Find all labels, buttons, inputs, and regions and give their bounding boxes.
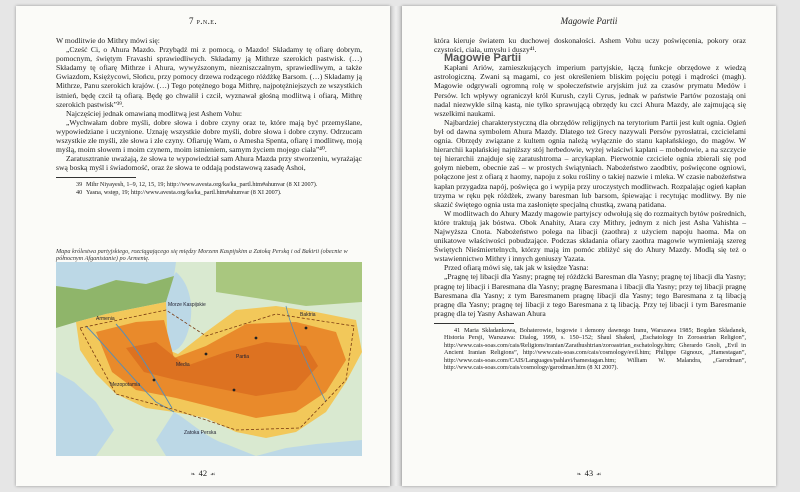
- paragraph: „Pragnę tej libacji dla Yasny; pragnę tej różdżcki Baresman dla Yasny; pragnę tej libacji dla Yasny; pragnę tej libacji i Baresmana dla Yasny; pragnę Baresmana i libacji dla Yasny; przy tej libacji pragnę Baresmana dla Yasny; z tym Baresmanem pragnę libacji dla Yasny; tego Baresmana z tą libacją pragnę dla Yasny; pragnę tej libacji z tego Baresmana z tą libacją. Przy tej libacji i tym Baresmanie pragnę dla tej Yasny Ashawan Ahura: [434, 272, 746, 318]
- right-page: [402, 6, 776, 486]
- map-label: Baktria: [300, 312, 316, 318]
- paragraph: która kieruje światem ku duchowej doskonałości. Ashem Vohu uczy poświęcenia, pokory oraz czystości, ciała, umysłu i duszy⁴¹.: [434, 36, 746, 55]
- paragraph: W modlitwie do Mithry mówi się:: [56, 36, 160, 45]
- page-number-right: [402, 468, 776, 478]
- page-number-left: [16, 468, 390, 478]
- footnote-number: 41: [454, 326, 461, 334]
- book-gutter: [390, 6, 402, 486]
- ornament-icon: ☙: [596, 472, 602, 478]
- footnote-text: Maria Składankowa, Bohaterowie, bogowie i demony dawnego Iranu, Warszawa 1985; Bogdan Składanek, Historia Persji, Warszawa: Dialog, 1999, s. 150–152; Shaul Shaked, „Eschatology In Zoroastrian Religion”, http://www.cais-soas.com/cais/Religions/iranian/Zarathushtrian/zoroastrian_eschatology.htm; Gherardo Gnoli, „Evil in Ancient Iranian Religions”, http://www.cais-soas.com/cais/cosmology/evil.htm; Philippe Gignoux, „Hamestagan”, http://www.cais-soas.com/CAIS/Languages/pahlavi/hamestagan.htm; William W. Malandra, „Garodman”, http://www.cais-soas.com/cais/cosmology/garodman.htm (8 XI 2007).: [444, 326, 746, 371]
- footnote-number: 40: [76, 188, 83, 196]
- map-label: Partia: [236, 354, 250, 360]
- footnote: [56, 181, 362, 188]
- footnote-text: Yasna, wstęp, 19; http://www.avesta.org/ka/ka_partl.htm#ahunvar (8 XI 2007).: [86, 188, 282, 196]
- footnote: [434, 327, 746, 371]
- map-label: Morze Kaspijskie: [168, 302, 206, 308]
- paragraph: „Wychwałam dobre myśli, dobre słowa i dobre czyny oraz te, które mają być przemyślane, wypowiedziane i uczynione. Uznaję wszystkie dobre myśli, dobre słowa i dobre czyny. Odrzucam wszystkie złe myśli, złe słowa i złe czyny. Ofiaruję Wam, o Amesha Spenta, ofiarę i modlitwę, moją myślą, moim słowem i moim czynem, moim istnieniem, samym życiem mojego ciała”⁴⁰.: [56, 117, 362, 155]
- parthian-empire-map: [56, 262, 362, 456]
- footnote-rule: [434, 323, 514, 324]
- running-head-left: 7 p.n.e.: [188, 16, 218, 26]
- footnote-number: 39: [76, 181, 83, 189]
- city-marker: [255, 337, 258, 340]
- map-label: Media: [176, 362, 190, 368]
- city-marker: [153, 379, 156, 382]
- map-graphic: [56, 262, 362, 456]
- ornament-icon: ❧: [190, 472, 196, 478]
- section-title: Magowie Partii: [444, 52, 522, 65]
- paragraph: Najczęściej jednak omawianą modlitwą jest Ashem Vohu:: [66, 108, 243, 118]
- map-label: Mezopotamia: [110, 382, 141, 388]
- folio-number: 43: [584, 468, 594, 478]
- left-text-column: [56, 36, 362, 196]
- footnote-rule: [56, 177, 136, 178]
- paragraph: Najbardziej charakterystyczną dla obrzędów religijnych na terytorium Partii jest kult ognia. Ogień był od dawna symbolem Ahura Mazdy. Dlatego też Grecy nazywali Persów pyrosłatrai, czcicielami ognia. Obrzędy związane z kultem ognia należą wyłącznie do stanu kapłańskiego, do magów. W hierarchii kapłańskiej najniższy stój herbedowie, wyżej właściwi kapłani – mobedowie, a na szczycie tej hierarchii znajduje się zaratushtroma – arcykapłan. Pierwotnie czciciele ognia zbierali się pod gołym niebem, obecnie zaś – w prostych świątyniach. Nabożeństwo zaodbtiv, poświęcone ogniowi, połączone jest z ofiarą z haomy, napoju z soku rośliny o takiej nazwie i mleka. W czasie nabożeństwa kapłan przygadza napój, poświęca go i wypija przy uroczystych modlitwach. Rozpalając ogień kapłan trzyma w ręku pęk różdżek, zwany baresman lub barsom, śpiewając i recytując modlitwy. By nie skazić świętego ognia usta ma zasłonięte specjalną chustką, zwaną patidana.: [434, 117, 746, 209]
- footnote-text: Mihr Niyayesh, 1–9, 12, 15, 19; http://www.avesta.org/ka/ka_partl.htm#ahunvar (8 XI 2007).: [86, 181, 318, 189]
- city-marker: [233, 389, 236, 392]
- folio-number: 42: [198, 468, 208, 478]
- paragraph: Zaratusztranie uważają, że słowa te wypowiedział sam Ahura Mazda przy stworzeniu, wyrażając swą boską myśl i świadomość, oraz że słowa te oddają podstawową zasadę Ashoi,: [56, 154, 362, 173]
- left-page: [16, 6, 390, 486]
- running-head-right: Magowie Partii: [560, 16, 618, 26]
- paragraph: „Cześć Ci, o Ahura Mazdo. Przybądź mi z pomocą, o Mazdo! Składamy tę ofiarę dobrym, pomocnym, świętym Fravashi sprawiedliwych. Składamy ją Mithrze szerokich pastwisk. (…) Składamy tę ofiarę Mithrze i Ahura, wywyższonym, niezniszczalnym, sprawiedliwym, a także Gwiazdom, Księżycowi, Słońcu, przy pomocy drzewa rodzącego różdżkę Barsom. (…) Składamy ją Mithrze, Panu szerokich krajów. (…) Tego potężnego boga Mithrę, najpotężniejszych ze wszystkich istnień, będę czcił tą ofiarą. Będę go chwalił i czcił, wyznawał głośną modlitwą i ofiarą, Mithrę szerokich pastwisk”³⁹.: [56, 45, 362, 109]
- map-label: Zatoka Perska: [184, 430, 217, 436]
- right-text-column: [434, 36, 746, 371]
- footnote: [56, 189, 362, 196]
- paragraph: Kapłani Ariów, zamieszkujących imperium partyjskie, łączą funkcje obrzędowe z wiedzą astrologiczną. Zwani są magami, co jest określeniem bliskim pojęciu potęgi i mądrości (magh). Magowie odgrywali ogromną rolę w społeczeństwie aryjskim już za czasów prymatu Medów i Persów. Ich wpływy ograniczył król Kurush, czyli Cyrus, jednak w państwie Partów pozostają oni nadal niezwykle silną kastą, nie tylko sprawującą obrzędy ku czci Ahura Mazdy, ale zajmującą się wszelkimi naukami.: [434, 63, 746, 118]
- ornament-icon: ❧: [576, 472, 582, 478]
- map-caption: Mapa królestwa partyjskiego, rozciągającego się między Morzem Kaspijskim a Zatoką Perską i od Bakirii (obecnie w północnym Afganistanie) po Armenię.: [56, 248, 348, 263]
- ornament-icon: ☙: [210, 472, 216, 478]
- map-label: Armenia: [96, 316, 115, 322]
- city-marker: [205, 353, 208, 356]
- city-marker: [305, 327, 308, 330]
- paragraph: Przed ofiarą mówi się, tak jak w księdze Yasna:: [444, 263, 589, 273]
- paragraph: W modlitwach do Ahury Mazdy magowie partyjscy odwołują się do rozmaitych bytów pośrednich, które traktują jak bóstwa. Obok Anahity, Atara czy Mithry, jednym z nich jest Asha Vahishta – Najwyższa Cnota. Nabożeństwo polega na libacji (zaothra) z użyciem napoju haoma. Ma on unikatowe właściwości pobudzające. Podczas składania ofiary zaothra magowie wymieniają szereg Świętych Nieśmiertelnych, którzy mają im pomóc zbliżyć się do Ahury Mazdy. Modlą się też o wstawiennictwo Mithry i innych geniuszy Yazata.: [434, 208, 746, 264]
